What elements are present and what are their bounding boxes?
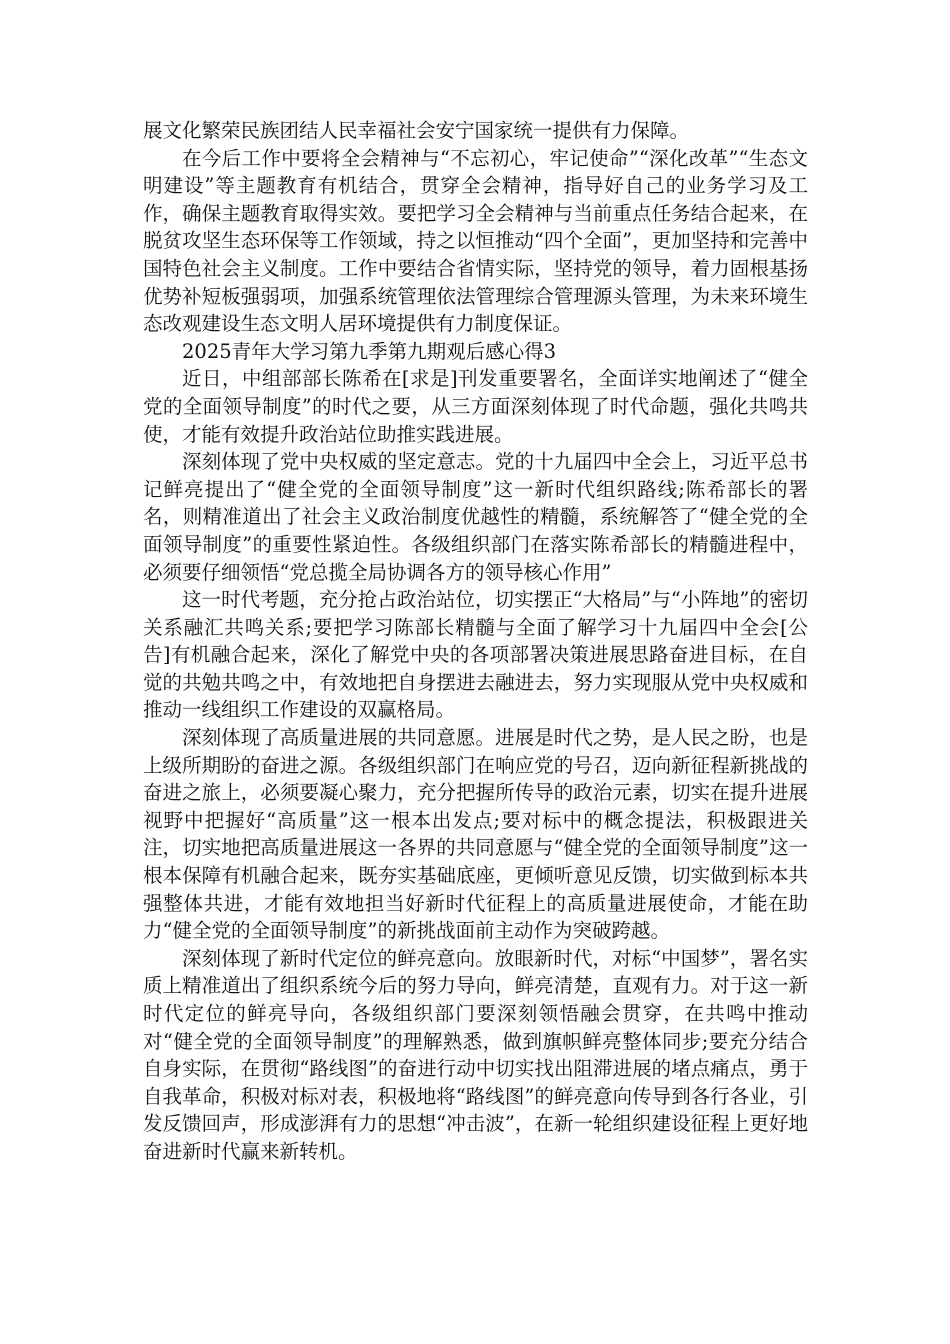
paragraph-high-quality: 深刻体现了高质量进展的共同意愿。进展是时代之势，是人民之盼，也是上级所期盼的奋进之源。各级组织部门在响应党的号召，迈向新征程新挑战的奋进之旅上，必须要凝心聚力，充分把握所传导的政治元素，切实在提升进展视野中把握好“高质量”这一根本出发点;要对标中的概念提法，积极跟进关注，切实地把高质量进展这一各界的共同意愿与“健全党的全面领导制度”这一根本保障有机融合起来，既夯实基础底座，更倾听意见反馈，切实做到标本共强整体共进，才能有效地担当好新时代征程上的高质量进展使命，才能在助力“健全党的全面领导制度”的新挑战面前主动作为突破跨越。 <box>143 726 808 943</box>
section-heading: 2025青年大学习第九季第九期观后感心得3 <box>182 339 557 363</box>
paragraph-continuation: 展文化繁荣民族团结人民幸福社会安宁国家统一提供有力保障。 <box>143 119 690 142</box>
paragraph-future-work: 在今后工作中要将全会精神与“不忘初心，牢记使命”“深化改革”“生态文明建设”等主题教育有机结合，贯穿全会精神，指导好自己的业务学习及工作，确保主题教育取得实效。要把学习全会精神与当前重点任务结合起来，在脱贫攻坚生态环保等工作领域，持之以恒推动“四个全面”，更加坚持和完善中国特色社会主义制度。工作中要结合省情实际，坚持党的领导，着力固根基扬优势补短板强弱项，加强系统管理依法管理综合管理源头管理，为未来环境生态改观建设生态文明人居环境提供有力制度保证。 <box>143 146 808 336</box>
paragraph-new-era: 深刻体现了新时代定位的鲜亮意向。放眼新时代，对标“中国梦”，署名实质上精准道出了组织系统今后的努力导向，鲜亮清楚，直观有力。对于这一新时代定位的鲜亮导向，各级组织部门要深刻领悟融会贯穿，在共鸣中推动对“健全党的全面领导制度”的理解熟悉，做到旗帜鲜亮整体同步;要充分结合自身实际，在贯彻“路线图”的奋进行动中切实找出阻滞进展的堵点痛点，勇于自我革命，积极对标对表，积极地将“路线图”的鲜亮意向传导到各行各业，引发反馈回声，形成澎湃有力的思想“冲击波”，在新一轮组织建设征程上更好地奋进新时代赢来新转机。 <box>143 946 808 1163</box>
paragraph-intro: 近日，中组部部长陈希在[求是]刊发重要署名，全面详实地阐述了“健全党的全面领导制度”的时代之要，从三方面深刻体现了时代命题，强化共鸣共使，才能有效提升政治站位助推实践进展。 <box>143 367 808 446</box>
paragraph-authority: 深刻体现了党中央权威的坚定意志。党的十九届四中全会上，习近平总书记鲜亮提出了“健全党的全面领导制度”这一新时代组织路线;陈希部长的署名，则精准道出了社会主义政治制度优越性的精髓，系统解答了“健全党的全面领导制度”的重要性紧迫性。各级组织部门在落实陈希部长的精髓进程中，必须要仔细领悟“党总揽全局协调各方的领导核心作用” <box>143 450 808 584</box>
paragraph-political-stance: 这一时代考题，充分抢占政治站位，切实摆正“大格局”与“小阵地”的密切关系融汇共鸣关系;要把学习陈部长精髓与全面了解学习十九届四中全会[公告]有机融合起来，深化了解党中央的各项部署决策进展思路奋进目标，在自觉的共勉共鸣之中，有效地把自身摆进去融进去，努力实现服从党中央权威和推动一线组织工作建设的双赢格局。 <box>143 588 808 722</box>
document-body <box>143 117 808 1166</box>
